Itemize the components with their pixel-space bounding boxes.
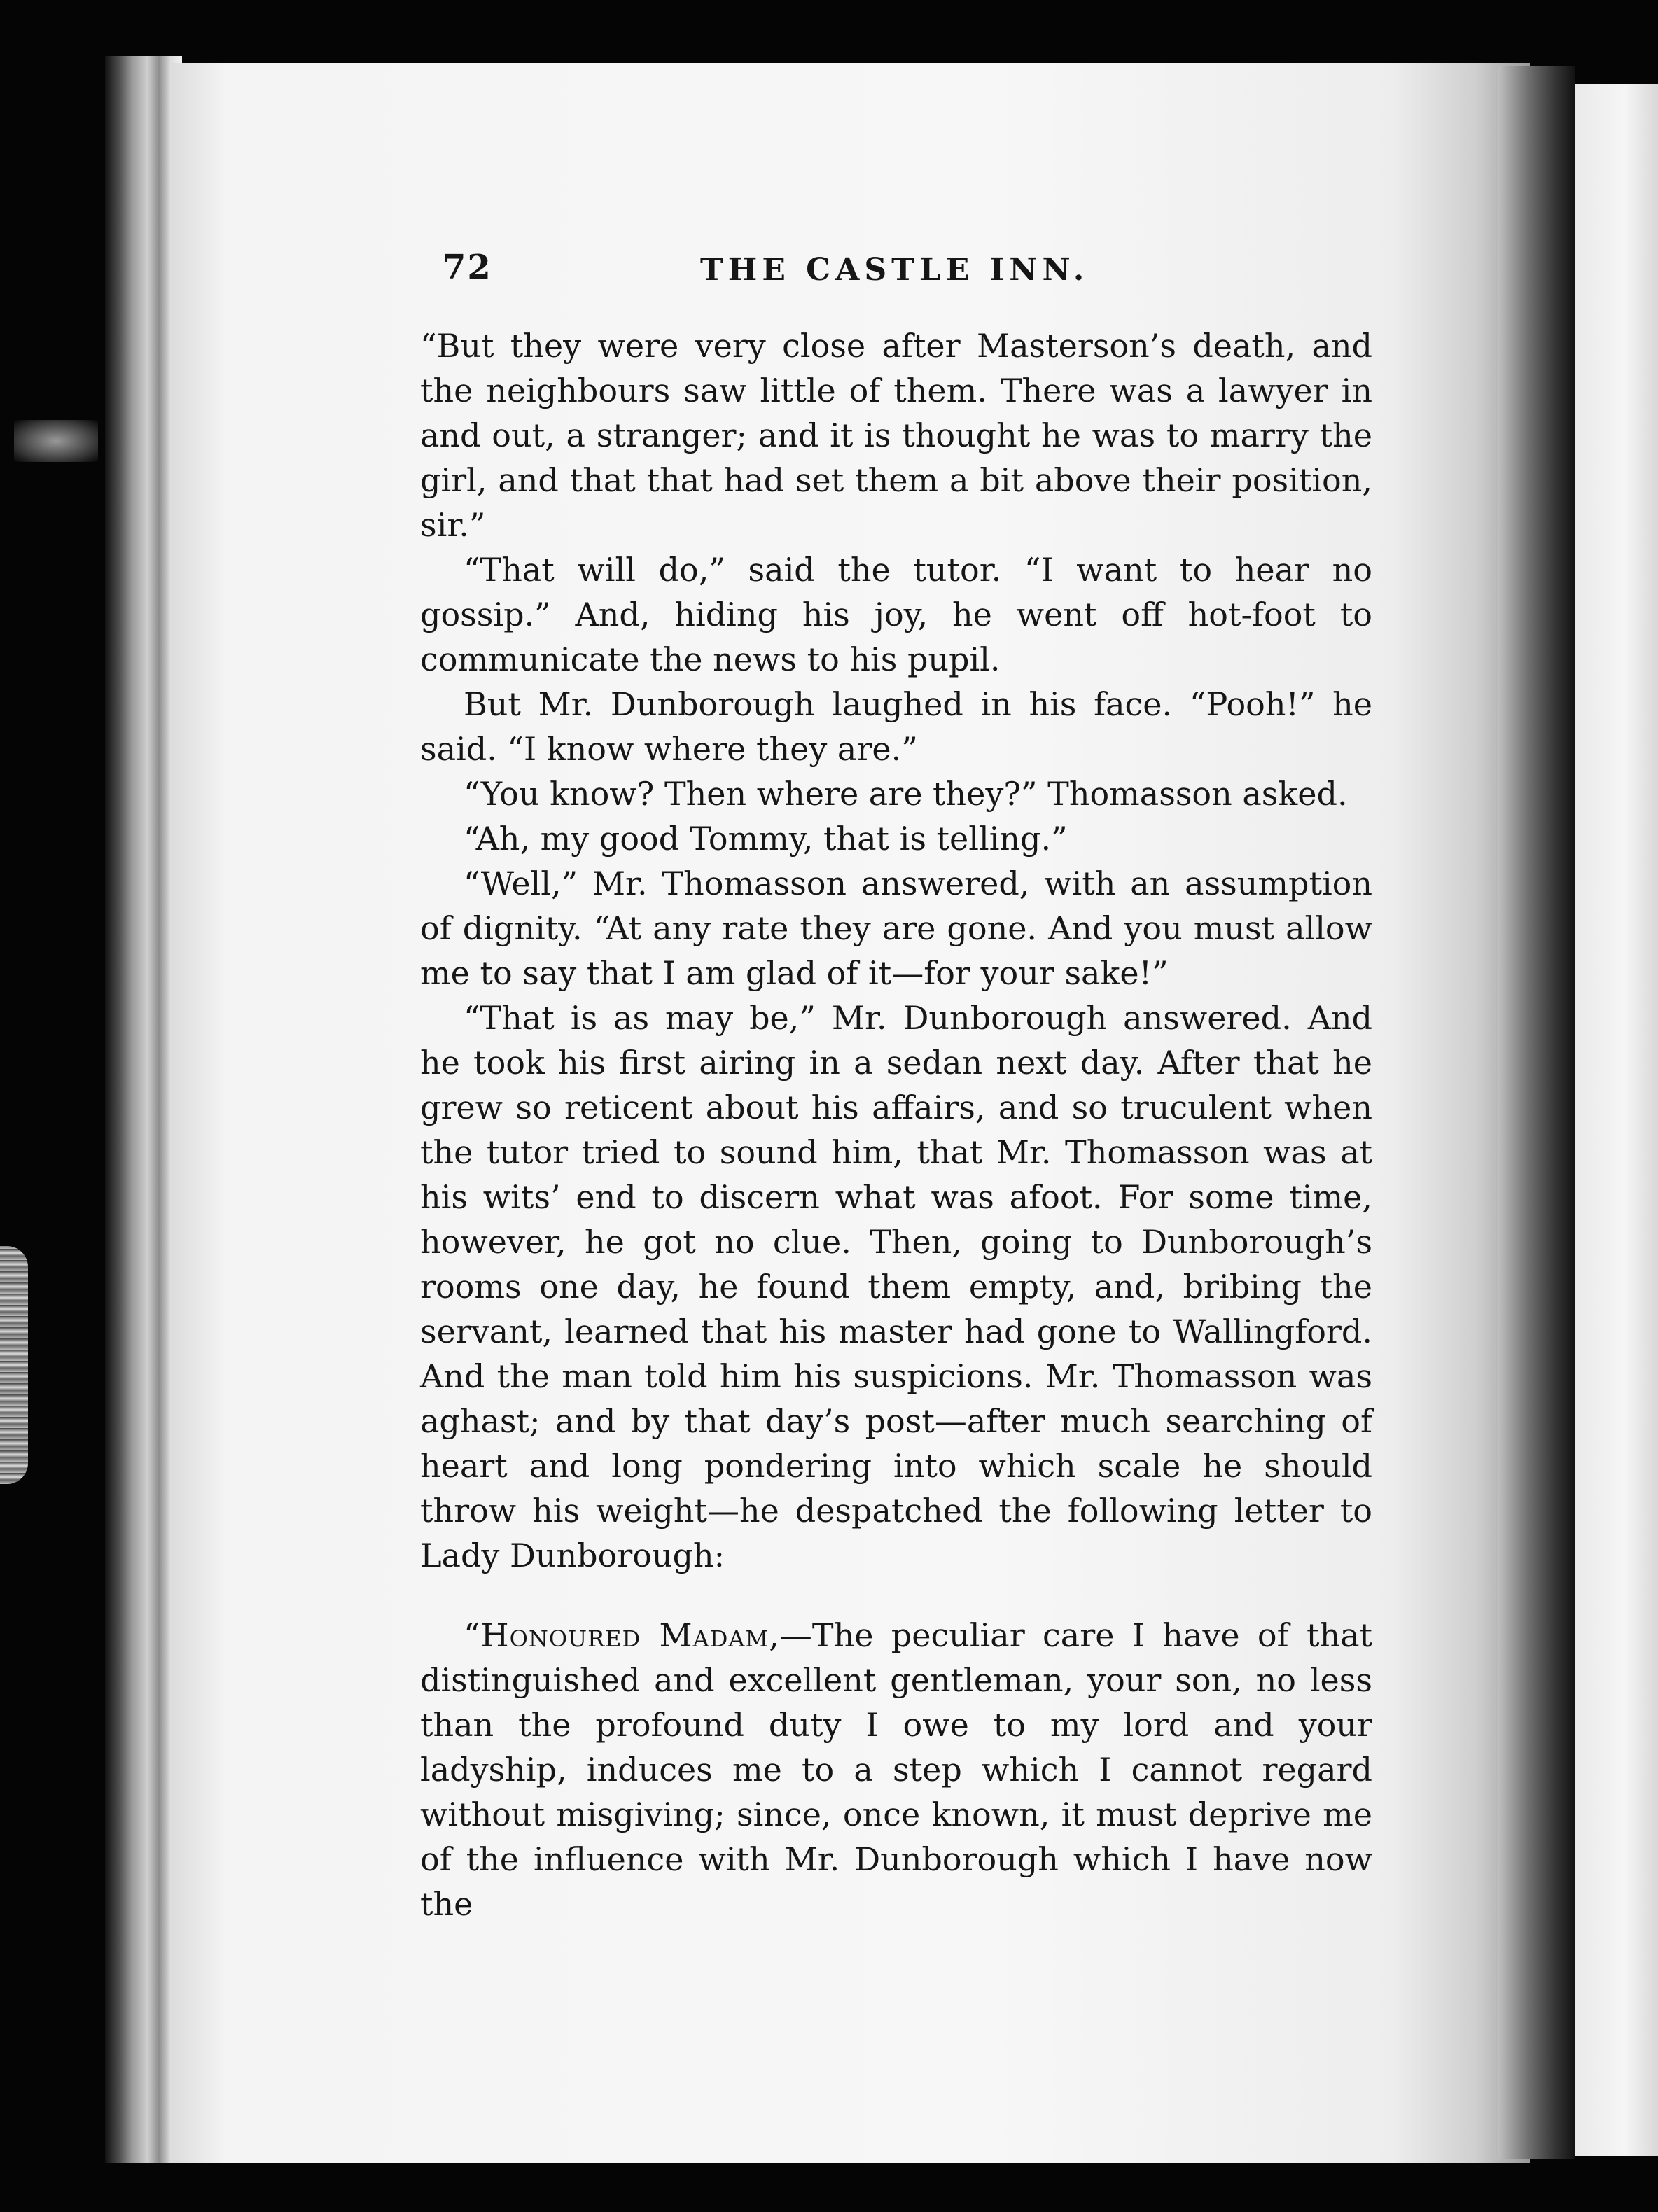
paragraph: But Mr. Dunborough laughed in his face. “Pooh!” he said. “I know where they are.”	[420, 685, 1372, 768]
paragraph: “Well,” Mr. Thomasson answered, with an assumption of dignity. “At any rate they are gone. And you must allow me to say that I am glad of it—for your sake!”	[420, 864, 1372, 992]
running-head	[420, 245, 1372, 294]
book-page-edges	[105, 56, 182, 2163]
facing-page-edge	[1575, 84, 1658, 2156]
running-title: THE CASTLE INN.	[700, 252, 1089, 288]
letter-paragraph	[420, 1613, 1372, 1926]
paragraph: “You know? Then where are they?” Thomasson asked.	[464, 775, 1348, 813]
page-text	[420, 245, 1372, 1926]
letter-body: —The peculiar care I have of that distinguished and excellent gentleman, your son, no less than the profound duty I owe to my lord and your ladyship, induces me to a step which I cannot regard without misgiving; since, once known, it must deprive me of the influence with Mr. Dunborough which I have now the	[420, 1616, 1373, 1923]
paragraph: “Ah, my good Tommy, that is telling.”	[464, 820, 1068, 858]
scan-artifact	[14, 420, 98, 462]
section-spacer	[420, 1578, 1372, 1613]
paragraph: “That will do,” said the tutor. “I want to hear no gossip.” And, hiding his joy, he went off hot-foot to communicate the news to his pupil.	[420, 551, 1372, 678]
letter-salutation: “Honoured Madam,	[464, 1616, 780, 1654]
paragraph: “That is as may be,” Mr. Dunborough answered. And he took his first airing in a sedan next day. After that he grew so reticent about his affairs, and so truculent when the tutor tried to sound him, that Mr. Thomasson was at his wits’ end to discern what was afoot. For some time, however, he got no clue. Then, going to Dunborough’s rooms one day, he found them empty, and, bribing the servant, learned that his master had gone to Wallingford. And the man told him his suspicions. Mr. Thomasson was aghast; and by that day’s post—after much searching of heart and long pondering into which scale he should throw his weight—he despatched the following letter to Lady Dunborough:	[420, 999, 1372, 1574]
book-gutter	[1498, 66, 1575, 2160]
scan-artifact	[0, 1246, 28, 1484]
paragraph: “But they were very close after Masterson’s death, and the neighbours saw little of them. There was a lawyer in and out, a stranger; and it is thought he was to marry the girl, and that that had set them a bit above their position, sir.”	[420, 327, 1372, 544]
page-number: 72	[443, 248, 492, 287]
